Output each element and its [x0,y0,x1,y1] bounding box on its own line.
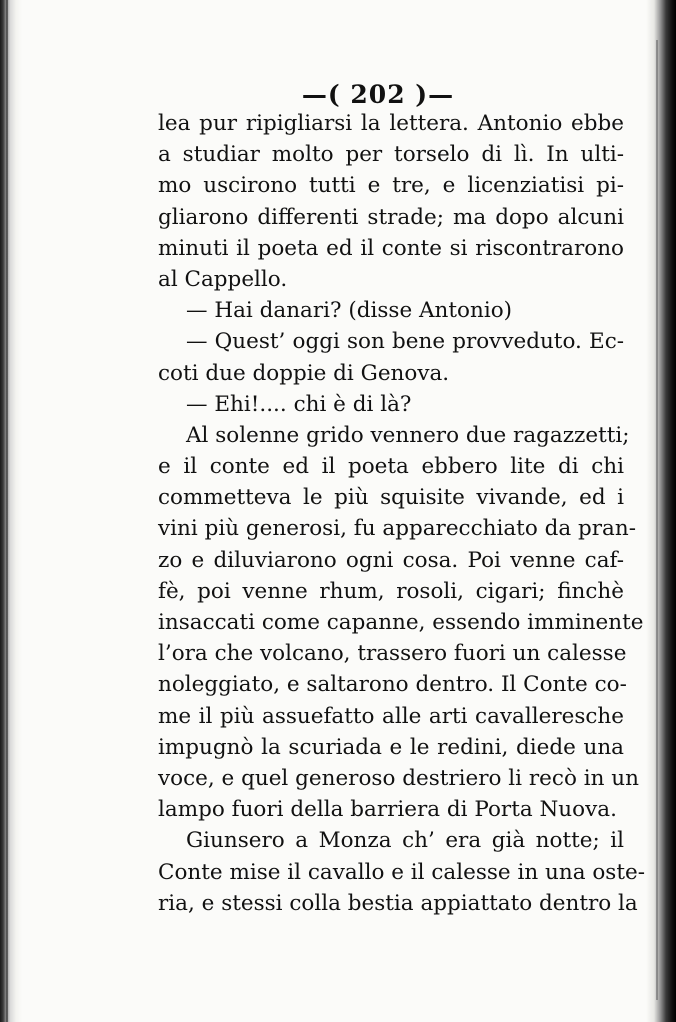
binding-edge [0,0,22,1022]
text-line: lea pur ripigliarsi la lettera. Antonio ebbe [158,111,624,136]
text-line: ria, e stessi colla bestia appiattato dentro la [158,890,638,916]
text-line: al Cappello. [158,266,288,292]
text-line: e il conte ed il poeta ebbero lite di chi [158,454,624,480]
text-line: mo uscirono tutti e tre, e licenziatisi pi- [158,173,624,199]
text-line: Conte mise il cavallo e il calesse in una oste- [158,859,645,885]
text-line: minuti il poeta ed il conte si riscontrarono [158,235,624,261]
text-line: gliarono differenti strade; ma dopo alcuni [158,204,624,230]
text-line: Giunsero a Monza ch’ era già notte; il [186,828,624,854]
text-line: Al solenne grido vennero due ragazzetti; [186,422,630,448]
text-line: noleggiato, e saltarono dentro. Il Conte co- [158,672,627,698]
text-line: fè, poi venne rhum, rosoli, cigari; finchè [158,578,624,604]
text-line: lampo fuori della barriera di Porta Nuova. [158,797,617,823]
text-line: voce, e quel generoso destriero li recò in un [158,765,639,791]
text-line: vini più generosi, fu apparecchiato da pran- [158,516,636,542]
text-line: me il più assuefatto alle arti cavalleresche [158,703,624,729]
text-line: — Hai danari? (disse Antonio) [186,298,513,324]
text-line: commetteva le più squisite vivande, ed i [158,485,624,511]
text-line: zo e diluviarono ogni cosa. Poi venne caf- [158,547,624,573]
text-line: a studiar molto per torselo di lì. In ulti- [158,142,624,168]
text-line: l’ora che volcano, trassero fuori un calesse [158,641,627,667]
text-line: insaccati come capanne, essendo imminente [158,610,644,635]
text-line: — Ehi!.... chi è di là? [186,391,412,417]
text-line: impugnò la scuriada e le redini, diede una [158,734,624,760]
fore-edge [646,0,676,1022]
text-line: — Quest’ oggi son bene provveduto. Ec- [186,329,624,355]
page-text [158,108,645,919]
binding-line [6,0,8,1022]
text-line: coti due doppie di Genova. [158,360,450,386]
fore-edge-line [656,40,658,1000]
page-number: —( 202 )— [301,80,455,109]
